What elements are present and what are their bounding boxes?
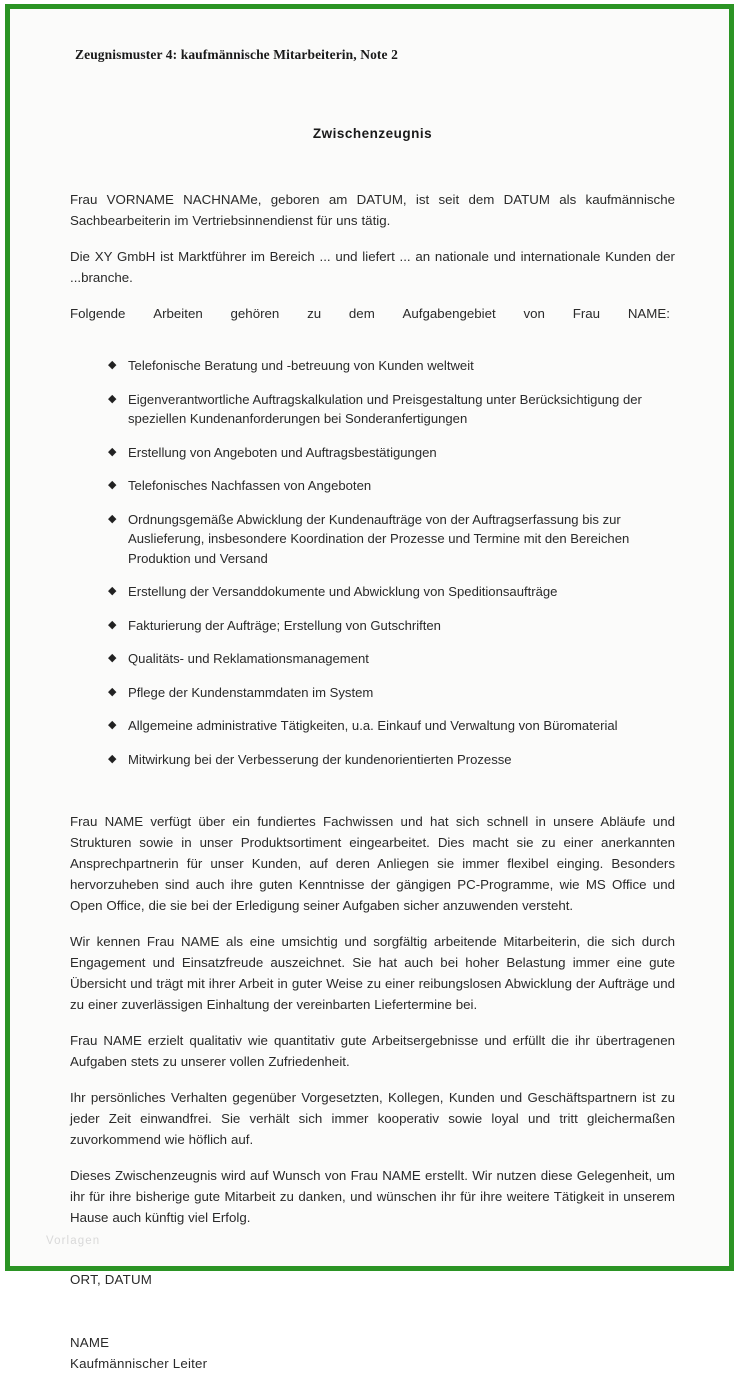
tasks-lead-word: dem (348, 306, 375, 321)
body-block (70, 811, 675, 1228)
list-item (70, 443, 675, 463)
place-date: ORT, DATUM (70, 1272, 153, 1287)
body-paragraph-3: Frau NAME erzielt qualitativ wie quantitativ gute Arbeitsergebnisse und erfüllt die ihr übertragenen Aufgaben stets zu unserer vollen Zufriedenheit. (70, 1033, 675, 1069)
list-item (70, 510, 675, 569)
body-paragraph-2: Wir kennen Frau NAME als eine umsichtig und sorgfältig arbeitende Mitarbeiterin, die sich durch Engagement und Einsatzfreude auszeichnet. Sie hat auch bei hoher Belastung immer eine gute Übersicht und trägt mit ihrer Arbeit in guter Weise zu einer reibungslosen Abwicklung der Aufträge und zu einer zuverlässigen Einhaltung der vereinbarten Liefertermine bei. (70, 934, 675, 1012)
list-item-label: Erstellung von Angeboten und Auftragsbestätigungen (128, 444, 437, 460)
intro-block (70, 189, 675, 324)
tasks-lead-word: von (523, 306, 545, 321)
diamond-bullet-icon (108, 716, 116, 736)
list-item (70, 390, 675, 429)
task-list (70, 356, 675, 769)
list-item (70, 616, 675, 636)
list-item (70, 750, 675, 770)
diamond-bullet-icon (108, 510, 116, 530)
diamond-bullet-icon (108, 476, 116, 496)
diamond-bullet-icon (108, 582, 116, 602)
list-item (70, 683, 675, 703)
intro-paragraph-2: Die XY GmbH ist Marktführer im Bereich ... und liefert ... an nationale und internationale Kunden der ...branche. (70, 249, 675, 285)
list-item (70, 582, 675, 602)
body-paragraph-5: Dieses Zwischenzeugnis wird auf Wunsch von Frau NAME erstellt. Wir nutzen diese Gelegenheit, um ihr für ihre bisherige gute Mitarbeit zu danken, und wünschen ihr für ihre weitere Tätigkeit in unserem Hause auch künftig viel Erfolg. (70, 1168, 675, 1225)
signature-name: NAME (70, 1335, 110, 1350)
list-item-label: Pflege der Kundenstammdaten im System (128, 684, 374, 700)
document-sheet (10, 9, 729, 1371)
list-item-label: Telefonische Beratung und -betreuung von Kunden weltweit (128, 358, 474, 373)
diamond-bullet-icon (108, 616, 116, 636)
tasks-lead-word: Folgende (70, 306, 126, 321)
diamond-bullet-icon (108, 356, 116, 376)
diamond-bullet-icon (108, 443, 116, 463)
intro-paragraph-1: Frau VORNAME NACHNAMe, geboren am DATUM, ist seit dem DATUM als kaufmännische Sachbearbeiterin im Vertriebsinnendienst für uns tätig. (70, 192, 675, 228)
body-paragraph-4: Ihr persönliches Verhalten gegenüber Vorgesetzten, Kollegen, Kunden und Geschäftspartnern ist zu jeder Zeit einwandfrei. Sie verhält sich immer kooperativ sowie loyal und tritt gleichermaßen zuvorkommend wie höflich auf. (70, 1090, 675, 1147)
list-item-label: Ordnungsgemäße Abwicklung der Kundenaufträge von der Auftragserfassung bis zur Auslieferung, insbesondere Koordination der Prozesse und Termine mit den Bereichen Produktion und Versand (128, 511, 630, 566)
tasks-lead-word: Frau (572, 306, 601, 321)
list-item-label: Eigenverantwortliche Auftragskalkulation und Preisgestaltung unter Berücksichtigung der speziellen Kundenanforderungen bei Sonderanfertigungen (128, 391, 642, 426)
body-paragraph-1: Frau NAME verfügt über ein fundiertes Fachwissen und hat sich schnell in unsere Abläufe und Strukturen sowie in unser Produktsortiment eingearbeitet. Dies macht sie zu einer anerkannten Ansprechpartnerin für unser Kunden, auf deren Anliegen sie immer flexibel einging. Besonders hervorzuheben sind auch ihre guten Kenntnisse der gängigen PC-Programme, wie MS Office und Open Office, die sie bei der Erledigung seiner Aufgaben sicher anzuwenden versteht. (70, 814, 675, 913)
tasks-lead-word: Arbeiten (153, 306, 203, 321)
green-border-frame (5, 4, 734, 1371)
list-item-label: Fakturierung der Aufträge; Erstellung von Gutschriften (128, 617, 441, 633)
tasks-lead-word: zu (307, 306, 322, 321)
list-item (70, 649, 675, 669)
tasks-lead-word: NAME: (627, 306, 670, 321)
document-content (70, 47, 675, 1374)
signature-role: Kaufmännischer Leiter (70, 1356, 208, 1371)
list-item (70, 716, 675, 736)
list-item (70, 356, 675, 376)
tasks-lead-word: Aufgabengebiet (402, 306, 496, 321)
document-heading: Zwischenzeugnis (312, 126, 433, 141)
list-item-label: Allgemeine administrative Tätigkeiten, u.a. Einkauf und Verwaltung von Büromaterial (128, 718, 618, 733)
diamond-bullet-icon (108, 750, 116, 770)
diamond-bullet-icon (108, 649, 116, 669)
list-item (70, 476, 675, 496)
watermark-label: Vorlagen (46, 1235, 101, 1247)
tasks-lead-line (70, 303, 670, 324)
page-title: Zeugnismuster 4: kaufmännische Mitarbeiterin, Note 2 (75, 47, 398, 62)
list-item-label: Qualitäts- und Reklamationsmanagement (128, 651, 369, 666)
diamond-bullet-icon (108, 390, 116, 410)
list-item-label: Telefonisches Nachfassen von Angeboten (128, 478, 372, 493)
list-item-label: Mitwirkung bei der Verbesserung der kundenorientierten Prozesse (128, 751, 512, 767)
diamond-bullet-icon (108, 683, 116, 703)
tasks-lead-word: gehören (230, 306, 280, 321)
list-item-label: Erstellung der Versanddokumente und Abwicklung von Speditionsaufträge (128, 584, 558, 599)
